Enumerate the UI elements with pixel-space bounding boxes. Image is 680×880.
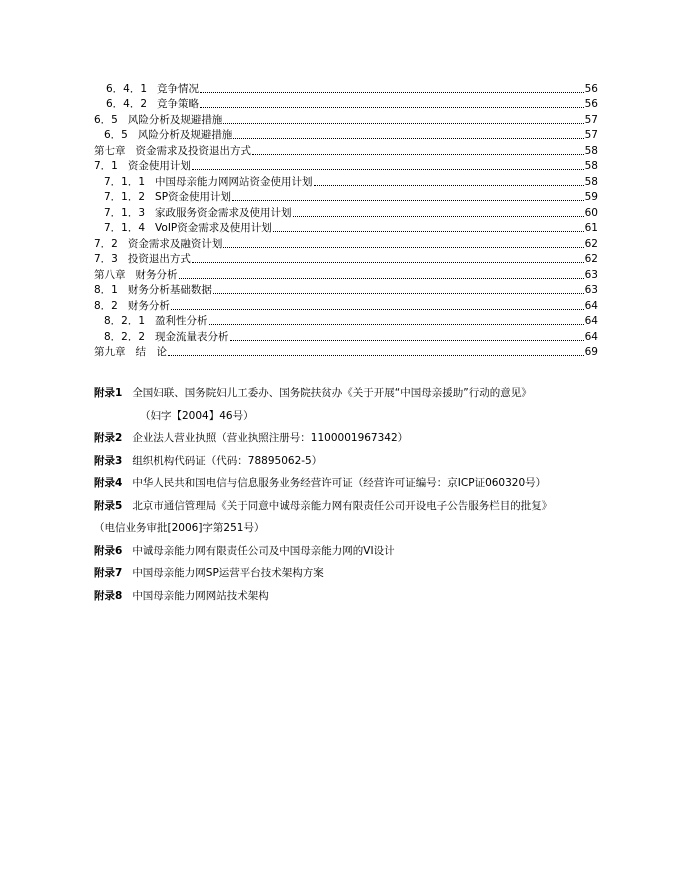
toc-entry-title: VoIP资金需求及使用计划 xyxy=(155,222,272,234)
toc-entry[interactable] xyxy=(94,96,598,112)
toc-entry-title: 风险分析及规避措施 xyxy=(127,113,223,126)
toc-dot-leader xyxy=(171,309,584,310)
toc-entry-page: 63 xyxy=(584,268,598,281)
toc-dot-leader xyxy=(213,293,584,294)
appendix-text: 北京市通信管理局《关于同意中诚母亲能力网有限责任公司开设电子公告服务栏目的批复》 xyxy=(132,499,553,512)
toc-entry[interactable] xyxy=(94,158,598,174)
toc-entry-page: 63 xyxy=(584,284,598,296)
toc-entry-page: 62 xyxy=(584,253,598,265)
toc-dot-leader xyxy=(273,231,584,232)
toc-entry-page: 58 xyxy=(584,144,598,157)
toc-entry-title: 盈利性分析 xyxy=(155,315,208,327)
appendix-label: 附录2 xyxy=(94,432,123,444)
toc-entry-page: 61 xyxy=(584,222,598,234)
appendix-label: 附录7 xyxy=(94,567,123,579)
toc-entry-title: 资金使用计划 xyxy=(127,160,191,172)
appendix-label: 附录1 xyxy=(94,387,123,399)
toc-entry-page: 62 xyxy=(584,237,598,250)
toc-entry-number: 7．2 xyxy=(94,237,118,250)
appendix-label: 附录4 xyxy=(94,477,123,489)
toc-dot-leader xyxy=(232,200,584,201)
appendix-label: 附录3 xyxy=(94,454,123,467)
toc-entry[interactable] xyxy=(94,313,598,329)
toc-entry-number: 第九章 xyxy=(94,346,126,358)
appendix-item xyxy=(94,566,606,589)
appendix-continuation: （妇字【2004】46号） xyxy=(140,409,254,422)
appendix-text: 全国妇联、国务院妇儿工委办、国务院扶贫办《关于开展“中国母亲援助”行动的意见》 xyxy=(132,387,532,399)
toc-entry[interactable] xyxy=(94,297,598,313)
appendix-text: 企业法人营业执照（营业执照注册号：1100001967342） xyxy=(132,432,409,444)
toc-entry[interactable] xyxy=(94,127,598,143)
toc-entry-number: 6．5 xyxy=(94,113,118,126)
toc-entry[interactable] xyxy=(94,266,598,282)
toc-entry-number: 7．3 xyxy=(94,253,118,265)
toc-entry-page: 64 xyxy=(584,315,598,327)
toc-entry-number: 8．1 xyxy=(94,284,118,296)
appendix-continuation: （电信业务审批[2006]字第251号） xyxy=(94,522,265,534)
toc-entry-number: 6．4．1 xyxy=(106,82,148,95)
toc-entry[interactable] xyxy=(94,173,598,189)
toc-entry[interactable] xyxy=(94,251,598,267)
toc-dot-leader xyxy=(223,247,583,248)
toc-entry-title: SP资金使用计划 xyxy=(155,191,232,203)
toc-dot-leader xyxy=(168,355,584,356)
toc-entry-number: 7．1．2 xyxy=(104,191,146,203)
appendix-item xyxy=(94,476,606,499)
toc-dot-leader xyxy=(200,92,584,93)
appendix-text: 组织机构代码证（代码：78895062-5） xyxy=(132,454,323,467)
toc-entry-title: 竞争策略 xyxy=(157,98,200,110)
toc-entry-title: 资金需求及融资计划 xyxy=(127,237,223,250)
toc-dot-leader xyxy=(209,324,584,325)
table-of-contents xyxy=(94,80,598,359)
toc-entry-page: 57 xyxy=(584,129,598,141)
toc-entry-title: 财务分析 xyxy=(127,299,170,312)
toc-entry-page: 58 xyxy=(584,160,598,172)
toc-dot-leader xyxy=(314,185,584,186)
toc-entry-number: 6．5 xyxy=(104,129,128,141)
toc-dot-leader xyxy=(233,138,583,139)
toc-entry-page: 60 xyxy=(584,206,598,219)
toc-entry-number: 7．1．4 xyxy=(104,222,146,234)
toc-entry[interactable] xyxy=(94,204,598,220)
toc-entry-page: 69 xyxy=(584,346,598,358)
toc-entry-number: 7．1 xyxy=(94,160,118,172)
appendix-text: 中国母亲能力网SP运营平台技术架构方案 xyxy=(132,567,324,579)
toc-entry-title: 结 论 xyxy=(135,346,167,358)
toc-entry-page: 56 xyxy=(584,82,598,95)
toc-entry[interactable] xyxy=(94,344,598,360)
toc-entry[interactable] xyxy=(94,282,598,298)
toc-entry[interactable] xyxy=(94,142,598,158)
toc-entry-page: 64 xyxy=(584,330,598,343)
toc-dot-leader xyxy=(223,123,583,124)
toc-dot-leader xyxy=(179,278,584,279)
toc-dot-leader xyxy=(252,154,584,155)
toc-entry-number: 8．2 xyxy=(94,299,118,312)
toc-entry-title: 竞争情况 xyxy=(157,82,200,95)
toc-entry-number: 第七章 xyxy=(94,144,126,157)
toc-entry-page: 57 xyxy=(584,113,598,126)
toc-entry-number: 8．2．1 xyxy=(104,315,146,327)
toc-entry-title: 投资退出方式 xyxy=(127,253,191,265)
toc-entry-number: 第八章 xyxy=(94,268,126,281)
appendix-list xyxy=(94,386,606,611)
toc-entry-page: 64 xyxy=(584,299,598,312)
appendix-item xyxy=(94,589,606,612)
toc-dot-leader xyxy=(192,169,584,170)
toc-entry-page: 59 xyxy=(584,191,598,203)
toc-entry-title: 现金流量表分析 xyxy=(155,330,229,343)
appendix-item xyxy=(94,499,606,522)
toc-dot-leader xyxy=(230,340,584,341)
appendix-label: 附录5 xyxy=(94,499,123,512)
appendix-text: 中诚母亲能力网有限责任公司及中国母亲能力网的VI设计 xyxy=(132,544,395,557)
appendix-text: 中华人民共和国电信与信息服务业务经营许可证（经营许可证编号：京ICP证060320号） xyxy=(132,477,547,489)
toc-dot-leader xyxy=(200,107,584,108)
toc-entry-title: 中国母亲能力网网站资金使用计划 xyxy=(155,175,313,188)
appendix-item xyxy=(94,431,606,454)
toc-dot-leader xyxy=(192,262,584,263)
toc-entry-title: 资金需求及投资退出方式 xyxy=(135,144,251,157)
toc-entry[interactable] xyxy=(94,80,598,96)
appendix-item xyxy=(94,386,606,409)
appendix-label: 附录8 xyxy=(94,589,123,602)
toc-entry[interactable] xyxy=(94,235,598,251)
appendix-item xyxy=(94,544,606,567)
toc-entry[interactable] xyxy=(94,189,598,205)
toc-entry-number: 7．1．1 xyxy=(104,175,146,188)
toc-entry-number: 6．4．2 xyxy=(106,98,148,110)
toc-entry-title: 风险分析及规避措施 xyxy=(137,129,233,141)
toc-entry-number: 7．1．3 xyxy=(104,206,146,219)
toc-entry-title: 家政服务资金需求及使用计划 xyxy=(155,206,292,219)
toc-entry[interactable] xyxy=(94,220,598,236)
toc-entry-number: 8．2．2 xyxy=(104,330,146,343)
toc-entry-page: 56 xyxy=(584,98,598,110)
toc-dot-leader xyxy=(293,216,584,217)
toc-entry-title: 财务分析基础数据 xyxy=(127,284,212,296)
appendix-item xyxy=(94,454,606,477)
toc-entry[interactable] xyxy=(94,328,598,344)
toc-entry[interactable] xyxy=(94,111,598,127)
toc-entry-page: 58 xyxy=(584,175,598,188)
appendix-text: 中国母亲能力网网站技术架构 xyxy=(132,589,269,602)
appendix-label: 附录6 xyxy=(94,544,123,557)
toc-entry-title: 财务分析 xyxy=(135,268,178,281)
